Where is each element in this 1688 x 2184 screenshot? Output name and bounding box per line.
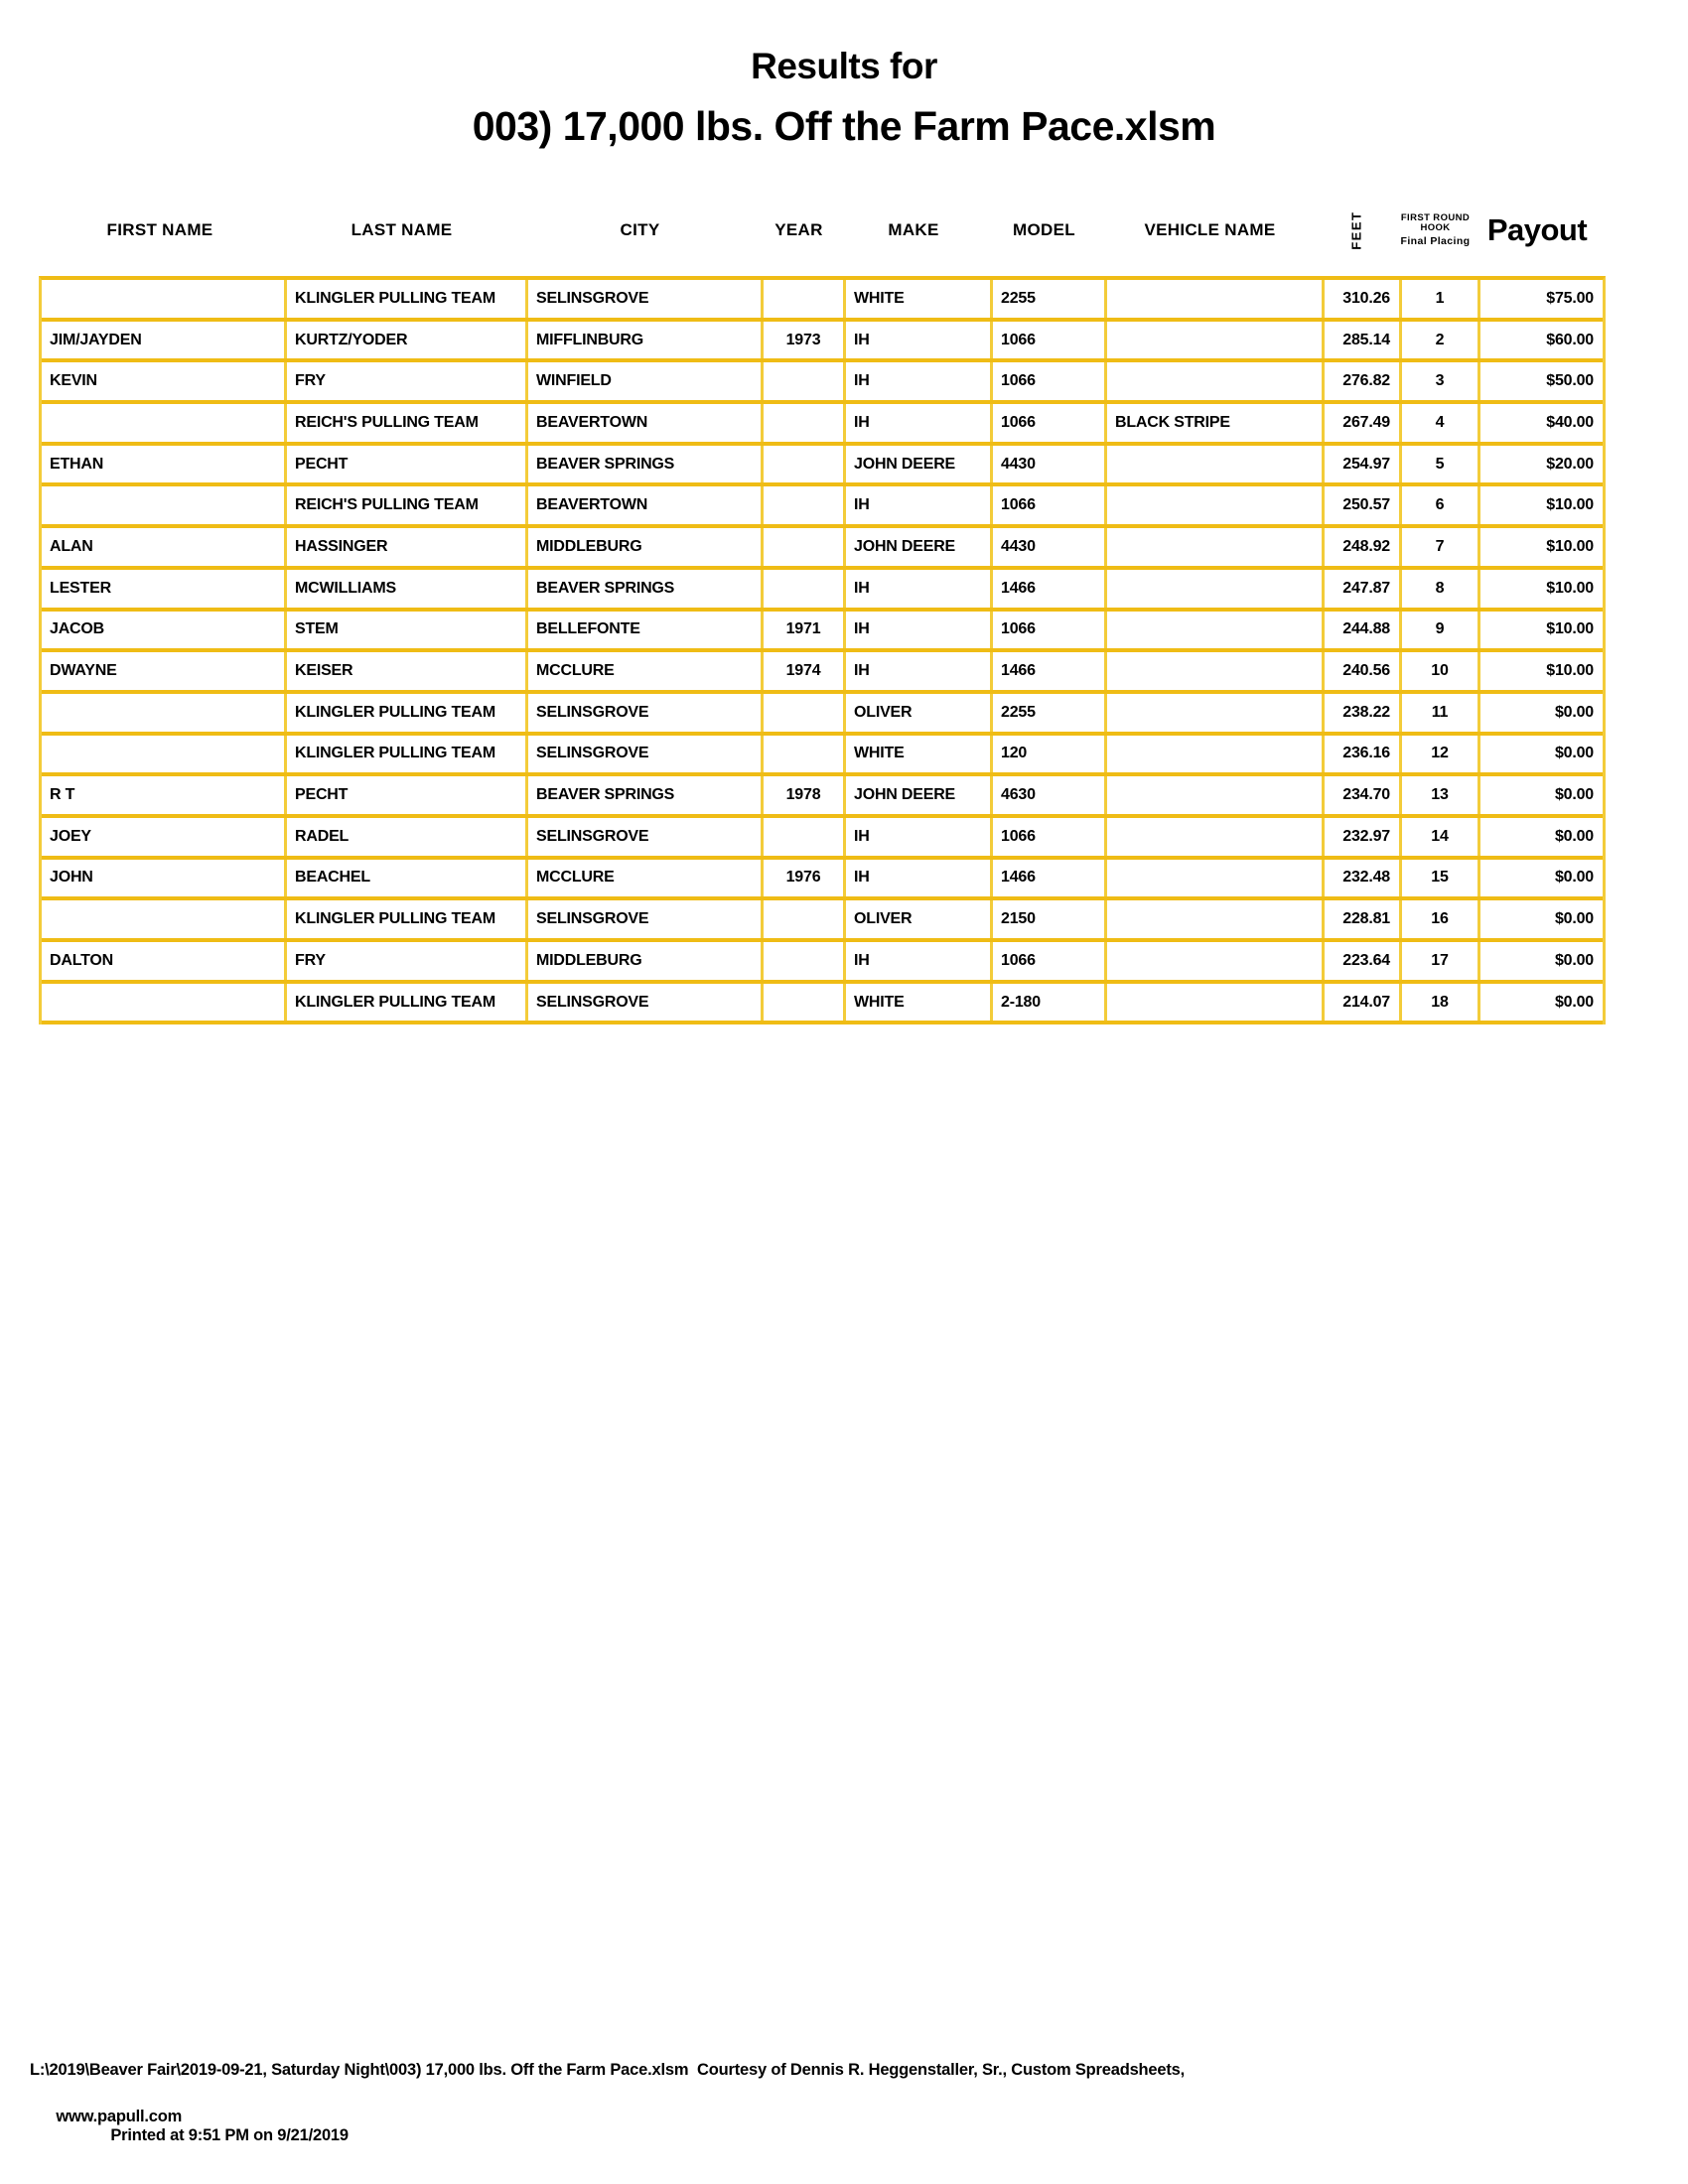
- cell-city: MIDDLEBURG: [525, 528, 761, 566]
- cell-make: WHITE: [843, 736, 990, 773]
- cell-make: IH: [843, 860, 990, 897]
- cell-payout: $75.00: [1477, 280, 1603, 318]
- cell-feet: 232.48: [1322, 860, 1399, 897]
- cell-feet: 228.81: [1322, 900, 1399, 938]
- header-feet: [1319, 210, 1396, 250]
- table-row: [42, 404, 1603, 446]
- cell-vehicle-name: [1104, 486, 1322, 524]
- cell-make: IH: [843, 570, 990, 608]
- cell-payout: $0.00: [1477, 736, 1603, 773]
- cell-year: [761, 900, 843, 938]
- table-row: [42, 900, 1603, 942]
- cell-model: 4430: [990, 446, 1104, 483]
- cell-last-name: KLINGLER PULLING TEAM: [284, 900, 525, 938]
- cell-last-name: KURTZ/YODER: [284, 322, 525, 359]
- cell-vehicle-name: [1104, 322, 1322, 359]
- cell-vehicle-name: [1104, 694, 1322, 732]
- cell-year: 1974: [761, 652, 843, 690]
- cell-city: BEAVERTOWN: [525, 486, 761, 524]
- cell-year: [761, 404, 843, 442]
- cell-placing: 18: [1399, 984, 1477, 1022]
- cell-city: BEAVER SPRINGS: [525, 776, 761, 814]
- cell-make: IH: [843, 818, 990, 856]
- title-block: [0, 46, 1688, 150]
- cell-first-name: [42, 404, 284, 442]
- table-row: [42, 570, 1603, 612]
- cell-last-name: RADEL: [284, 818, 525, 856]
- cell-first-name: ETHAN: [50, 455, 104, 473]
- footer-line2: [30, 2089, 1185, 2164]
- page-title: Results for: [751, 46, 937, 86]
- cell-model: 2255: [990, 280, 1104, 318]
- cell-last-name: MCWILLIAMS: [284, 570, 525, 608]
- cell-model: 1466: [990, 570, 1104, 608]
- cell-model: 1066: [990, 942, 1104, 980]
- cell-payout: $10.00: [1477, 570, 1603, 608]
- header-hook-line1: FIRST ROUND: [1400, 211, 1471, 223]
- table-row: [42, 322, 1603, 363]
- cell-year: [761, 280, 843, 318]
- cell-model: 1466: [990, 860, 1104, 897]
- cell-first-name: JOEY: [50, 827, 91, 845]
- results-table: [39, 276, 1606, 1024]
- cell-vehicle-name: BLACK STRIPE: [1104, 404, 1322, 442]
- cell-first-name: JACOB: [50, 620, 105, 638]
- cell-first-name: JIM/JAYDEN: [50, 331, 142, 348]
- cell-payout: $50.00: [1477, 362, 1603, 400]
- cell-payout: $0.00: [1477, 942, 1603, 980]
- cell-first-name: DWAYNE: [50, 662, 117, 680]
- cell-first-name: [42, 486, 284, 524]
- cell-first-name: [42, 736, 284, 773]
- cell-make: IH: [843, 652, 990, 690]
- cell-model: 1066: [990, 612, 1104, 649]
- cell-vehicle-name: [1104, 900, 1322, 938]
- cell-placing: 16: [1399, 900, 1477, 938]
- cell-first-name: R T: [50, 786, 75, 804]
- cell-last-name: KLINGLER PULLING TEAM: [284, 736, 525, 773]
- cell-vehicle-name: [1104, 860, 1322, 897]
- cell-year: [761, 570, 843, 608]
- cell-feet: 214.07: [1322, 984, 1399, 1022]
- cell-vehicle-name: [1104, 280, 1322, 318]
- cell-make: IH: [843, 486, 990, 524]
- cell-first-name: LESTER: [50, 579, 111, 597]
- cell-payout: $60.00: [1477, 322, 1603, 359]
- cell-last-name: HASSINGER: [284, 528, 525, 566]
- table-row: [42, 362, 1603, 404]
- cell-year: [761, 362, 843, 400]
- cell-model: 1066: [990, 486, 1104, 524]
- cell-feet: 238.22: [1322, 694, 1399, 732]
- cell-payout: $0.00: [1477, 860, 1603, 897]
- cell-vehicle-name: [1104, 570, 1322, 608]
- cell-placing: 13: [1399, 776, 1477, 814]
- cell-make: JOHN DEERE: [843, 446, 990, 483]
- cell-vehicle-name: [1104, 652, 1322, 690]
- cell-placing: 10: [1399, 652, 1477, 690]
- cell-vehicle-name: [1104, 818, 1322, 856]
- table-row: [42, 652, 1603, 694]
- cell-placing: 17: [1399, 942, 1477, 980]
- cell-feet: 254.97: [1322, 446, 1399, 483]
- cell-city: MCCLURE: [525, 652, 761, 690]
- cell-payout: $0.00: [1477, 984, 1603, 1022]
- cell-city: MIFFLINBURG: [525, 322, 761, 359]
- cell-feet: 223.64: [1322, 942, 1399, 980]
- cell-first-name: [42, 900, 284, 938]
- header-first-name: FIRST NAME: [106, 219, 213, 239]
- table-row: [42, 818, 1603, 860]
- table-row: [42, 446, 1603, 487]
- cell-last-name: REICH'S PULLING TEAM: [284, 486, 525, 524]
- cell-make: JOHN DEERE: [843, 776, 990, 814]
- cell-model: 1066: [990, 818, 1104, 856]
- cell-model: 1066: [990, 404, 1104, 442]
- cell-make: OLIVER: [843, 900, 990, 938]
- cell-city: BELLEFONTE: [525, 612, 761, 649]
- cell-payout: $0.00: [1477, 900, 1603, 938]
- header-hook-line2: HOOK: [1420, 222, 1451, 234]
- cell-first-name: DALTON: [50, 951, 113, 969]
- cell-feet: 285.14: [1322, 322, 1399, 359]
- cell-city: SELINSGROVE: [525, 818, 761, 856]
- cell-year: [761, 446, 843, 483]
- cell-vehicle-name: [1104, 736, 1322, 773]
- cell-make: WHITE: [843, 984, 990, 1022]
- cell-model: 1466: [990, 652, 1104, 690]
- header-last-name: LAST NAME: [351, 219, 453, 239]
- results-sheet: [39, 185, 1606, 1024]
- cell-city: BEAVER SPRINGS: [525, 570, 761, 608]
- header-first-round-hook: [1396, 213, 1475, 247]
- cell-city: MCCLURE: [525, 860, 761, 897]
- header-city: CITY: [620, 219, 660, 239]
- cell-payout: $0.00: [1477, 694, 1603, 732]
- header-hook-line3: Final Placing: [1400, 234, 1471, 247]
- cell-last-name: PECHT: [284, 446, 525, 483]
- cell-payout: $10.00: [1477, 528, 1603, 566]
- cell-year: 1971: [761, 612, 843, 649]
- cell-city: SELINSGROVE: [525, 984, 761, 1022]
- cell-feet: 250.57: [1322, 486, 1399, 524]
- cell-model: 4430: [990, 528, 1104, 566]
- table-row: [42, 776, 1603, 818]
- cell-placing: 1: [1399, 280, 1477, 318]
- cell-feet: 310.26: [1322, 280, 1399, 318]
- cell-model: 120: [990, 736, 1104, 773]
- cell-placing: 7: [1399, 528, 1477, 566]
- cell-last-name: FRY: [284, 362, 525, 400]
- footer-printed-timestamp: Printed at 9:51 PM on 9/21/2019: [110, 2126, 349, 2144]
- table-row: [42, 694, 1603, 736]
- footer-website: www.papull.com: [56, 2108, 183, 2125]
- cell-placing: 8: [1399, 570, 1477, 608]
- cell-year: [761, 736, 843, 773]
- cell-placing: 5: [1399, 446, 1477, 483]
- cell-make: IH: [843, 612, 990, 649]
- cell-placing: 9: [1399, 612, 1477, 649]
- cell-make: IH: [843, 404, 990, 442]
- cell-payout: $0.00: [1477, 776, 1603, 814]
- cell-model: 4630: [990, 776, 1104, 814]
- cell-year: [761, 486, 843, 524]
- table-row: [42, 736, 1603, 777]
- cell-city: SELINSGROVE: [525, 694, 761, 732]
- cell-feet: 240.56: [1322, 652, 1399, 690]
- cell-last-name: KLINGLER PULLING TEAM: [284, 694, 525, 732]
- cell-payout: $0.00: [1477, 818, 1603, 856]
- footer-file-path: L:\2019\Beaver Fair\2019-09-21, Saturday Night\003) 17,000 lbs. Off the Farm Pace.xlsm Courtesy of Dennis R. Heggenstaller, Sr., Custom Spreadsheets,: [30, 2061, 1186, 2079]
- cell-first-name: [42, 280, 284, 318]
- cell-placing: 15: [1399, 860, 1477, 897]
- cell-payout: $10.00: [1477, 486, 1603, 524]
- cell-placing: 2: [1399, 322, 1477, 359]
- cell-feet: 244.88: [1322, 612, 1399, 649]
- cell-make: WHITE: [843, 280, 990, 318]
- cell-vehicle-name: [1104, 446, 1322, 483]
- table-row: [42, 942, 1603, 984]
- header-year: YEAR: [774, 219, 823, 239]
- cell-model: 2150: [990, 900, 1104, 938]
- cell-feet: 247.87: [1322, 570, 1399, 608]
- cell-placing: 4: [1399, 404, 1477, 442]
- cell-feet: 276.82: [1322, 362, 1399, 400]
- cell-city: SELINSGROVE: [525, 280, 761, 318]
- cell-vehicle-name: [1104, 984, 1322, 1022]
- cell-city: SELINSGROVE: [525, 736, 761, 773]
- table-row: [42, 280, 1603, 322]
- cell-year: [761, 984, 843, 1022]
- cell-payout: $40.00: [1477, 404, 1603, 442]
- cell-make: JOHN DEERE: [843, 528, 990, 566]
- cell-year: 1978: [761, 776, 843, 814]
- cell-make: OLIVER: [843, 694, 990, 732]
- header-model: MODEL: [1013, 219, 1075, 239]
- cell-year: 1976: [761, 860, 843, 897]
- cell-last-name: KLINGLER PULLING TEAM: [284, 984, 525, 1022]
- cell-placing: 12: [1399, 736, 1477, 773]
- cell-model: 2-180: [990, 984, 1104, 1022]
- cell-placing: 14: [1399, 818, 1477, 856]
- table-header-row: [39, 185, 1606, 276]
- cell-placing: 3: [1399, 362, 1477, 400]
- cell-feet: 232.97: [1322, 818, 1399, 856]
- cell-first-name: JOHN: [50, 869, 93, 887]
- cell-city: WINFIELD: [525, 362, 761, 400]
- cell-make: IH: [843, 942, 990, 980]
- cell-payout: $20.00: [1477, 446, 1603, 483]
- cell-placing: 11: [1399, 694, 1477, 732]
- cell-first-name: ALAN: [50, 537, 93, 555]
- cell-year: [761, 818, 843, 856]
- cell-last-name: FRY: [284, 942, 525, 980]
- header-payout: Payout: [1486, 211, 1588, 247]
- cell-vehicle-name: [1104, 612, 1322, 649]
- cell-city: BEAVERTOWN: [525, 404, 761, 442]
- cell-model: 1066: [990, 362, 1104, 400]
- cell-feet: 234.70: [1322, 776, 1399, 814]
- cell-last-name: PECHT: [284, 776, 525, 814]
- cell-make: IH: [843, 362, 990, 400]
- cell-make: IH: [843, 322, 990, 359]
- cell-payout: $10.00: [1477, 612, 1603, 649]
- table-row: [42, 528, 1603, 570]
- cell-vehicle-name: [1104, 528, 1322, 566]
- cell-last-name: KEISER: [284, 652, 525, 690]
- cell-feet: 248.92: [1322, 528, 1399, 566]
- table-row: [42, 612, 1603, 653]
- cell-model: 1066: [990, 322, 1104, 359]
- cell-year: [761, 528, 843, 566]
- cell-last-name: KLINGLER PULLING TEAM: [284, 280, 525, 318]
- page-footer: [30, 2061, 1185, 2164]
- cell-first-name: [42, 984, 284, 1022]
- cell-last-name: STEM: [284, 612, 525, 649]
- table-row: [42, 984, 1603, 1025]
- header-feet-label: FEET: [1348, 210, 1364, 250]
- cell-year: [761, 942, 843, 980]
- cell-vehicle-name: [1104, 362, 1322, 400]
- cell-city: SELINSGROVE: [525, 900, 761, 938]
- table-row: [42, 860, 1603, 901]
- cell-city: BEAVER SPRINGS: [525, 446, 761, 483]
- page-subtitle-filename: 003) 17,000 lbs. Off the Farm Pace.xlsm: [472, 103, 1216, 149]
- cell-year: 1973: [761, 322, 843, 359]
- cell-last-name: BEACHEL: [284, 860, 525, 897]
- table-row: [42, 486, 1603, 528]
- header-vehicle-name: VEHICLE NAME: [1144, 219, 1276, 239]
- cell-feet: 236.16: [1322, 736, 1399, 773]
- cell-vehicle-name: [1104, 776, 1322, 814]
- cell-model: 2255: [990, 694, 1104, 732]
- cell-placing: 6: [1399, 486, 1477, 524]
- header-make: MAKE: [888, 219, 939, 239]
- cell-payout: $10.00: [1477, 652, 1603, 690]
- cell-year: [761, 694, 843, 732]
- cell-feet: 267.49: [1322, 404, 1399, 442]
- cell-first-name: [42, 694, 284, 732]
- cell-first-name: KEVIN: [50, 372, 97, 390]
- cell-city: MIDDLEBURG: [525, 942, 761, 980]
- cell-last-name: REICH'S PULLING TEAM: [284, 404, 525, 442]
- cell-vehicle-name: [1104, 942, 1322, 980]
